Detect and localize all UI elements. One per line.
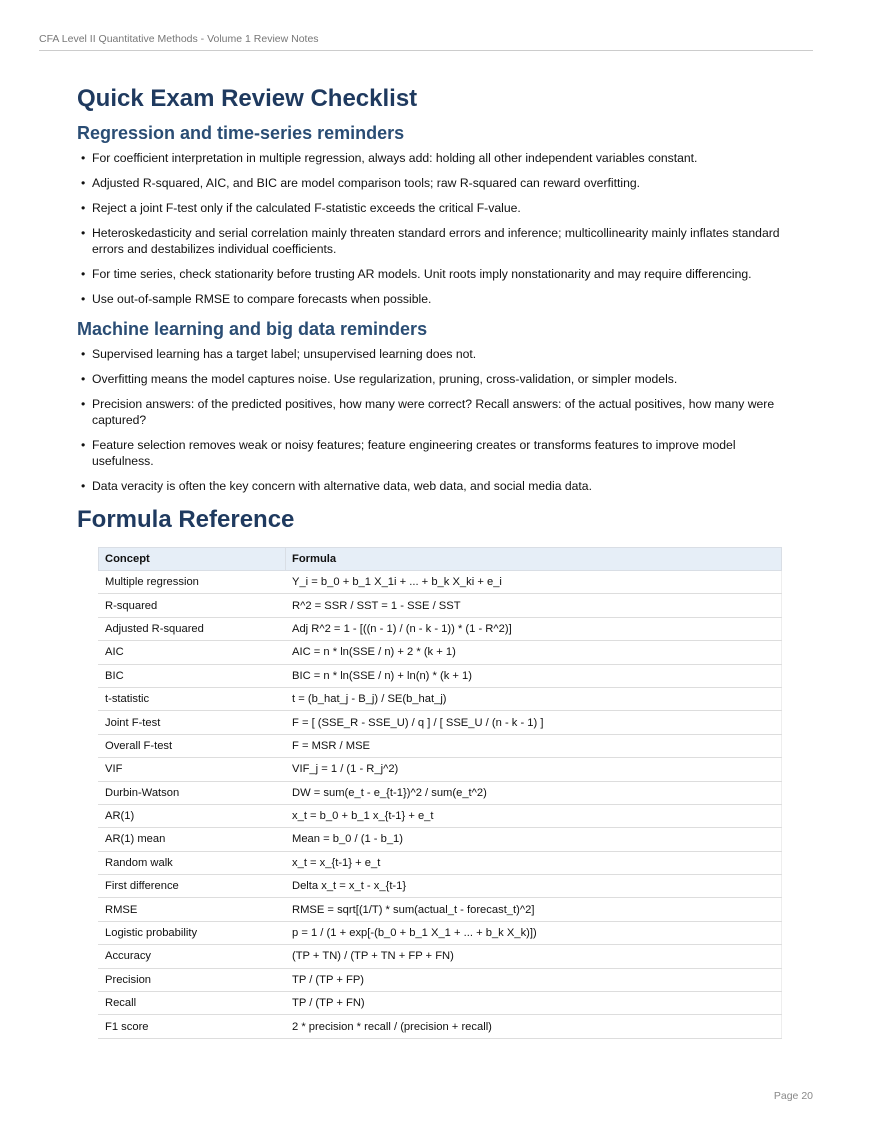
table-row: [99, 875, 782, 898]
list-item: • Use out-of-sample RMSE to compare forecasts when possible.: [78, 291, 797, 307]
concept-cell: Durbin-Watson: [99, 781, 286, 804]
column-header-formula: Formula: [286, 548, 782, 571]
concept-cell: Overall F-test: [99, 734, 286, 757]
list-item: • Supervised learning has a target label; unsupervised learning does not.: [78, 346, 797, 362]
table-row: [99, 921, 782, 944]
concept-cell: First difference: [99, 875, 286, 898]
concept-cell: Adjusted R-squared: [99, 617, 286, 640]
table-row: [99, 945, 782, 968]
concept-cell: Precision: [99, 968, 286, 991]
table-row: [99, 781, 782, 804]
concept-cell: AIC: [99, 641, 286, 664]
table-row: [99, 711, 782, 734]
concept-cell: Random walk: [99, 851, 286, 874]
formula-cell: TP / (TP + FP): [286, 968, 782, 991]
concept-cell: VIF: [99, 758, 286, 781]
formula-cell: BIC = n * ln(SSE / n) + ln(n) * (k + 1): [286, 664, 782, 687]
table-row: [99, 617, 782, 640]
list-item: • Adjusted R-squared, AIC, and BIC are model comparison tools; raw R-squared can reward overfitting.: [78, 175, 797, 191]
table-row: [99, 571, 782, 594]
formula-cell: 2 * precision * recall / (precision + recall): [286, 1015, 782, 1038]
list-item: • For coefficient interpretation in multiple regression, always add: holding all other independent variables constant.: [78, 150, 797, 166]
list-item: • Overfitting means the model captures noise. Use regularization, pruning, cross-validation, or simpler models.: [78, 371, 797, 387]
formula-cell: Mean = b_0 / (1 - b_1): [286, 828, 782, 851]
formula-cell: F = MSR / MSE: [286, 734, 782, 757]
list-item: • For time series, check stationarity before trusting AR models. Unit roots imply nonstationarity and may require differencing.: [78, 266, 797, 282]
concept-cell: Joint F-test: [99, 711, 286, 734]
concept-cell: F1 score: [99, 1015, 286, 1038]
formula-cell: RMSE = sqrt[(1/T) * sum(actual_t - forecast_t)^2]: [286, 898, 782, 921]
concept-cell: Recall: [99, 992, 286, 1015]
formula-cell: TP / (TP + FN): [286, 992, 782, 1015]
formula-cell: x_t = x_{t-1} + e_t: [286, 851, 782, 874]
concept-cell: AR(1): [99, 804, 286, 827]
checklist-title: Quick Exam Review Checklist: [77, 85, 418, 112]
concept-cell: R-squared: [99, 594, 286, 617]
list-item: • Reject a joint F-test only if the calculated F-statistic exceeds the critical F-value.: [78, 200, 797, 216]
formula-cell: (TP + TN) / (TP + TN + FP + FN): [286, 945, 782, 968]
table-row: [99, 804, 782, 827]
column-header-concept: Concept: [99, 548, 286, 571]
page-content: [77, 82, 797, 1039]
formula-cell: Delta x_t = x_t - x_{t-1}: [286, 875, 782, 898]
formula-table-body: [99, 571, 782, 1039]
formula-cell: t = (b_hat_j - B_j) / SE(b_hat_j): [286, 687, 782, 710]
formula-cell: Y_i = b_0 + b_1 X_1i + ... + b_k X_ki + e_i: [286, 571, 782, 594]
formula-cell: F = [ (SSE_R - SSE_U) / q ] / [ SSE_U / (n - k - 1) ]: [286, 711, 782, 734]
formula-cell: x_t = b_0 + b_1 x_{t-1} + e_t: [286, 804, 782, 827]
formula-cell: DW = sum(e_t - e_{t-1})^2 / sum(e_t^2): [286, 781, 782, 804]
table-row: [99, 734, 782, 757]
table-row: [99, 828, 782, 851]
table-row: [99, 898, 782, 921]
list-item: • Feature selection removes weak or noisy features; feature engineering creates or transforms features to improve model usefulness.: [78, 437, 797, 469]
table-row: [99, 968, 782, 991]
concept-cell: Logistic probability: [99, 921, 286, 944]
page-number: Page 20: [773, 1090, 813, 1102]
table-row: [99, 687, 782, 710]
ml-heading: Machine learning and big data reminders: [77, 319, 428, 339]
regression-heading: Regression and time-series reminders: [77, 123, 405, 143]
formula-cell: Adj R^2 = 1 - [((n - 1) / (n - k - 1)) * (1 - R^2)]: [286, 617, 782, 640]
formula-table: [98, 547, 782, 1039]
running-header: CFA Level II Quantitative Methods - Volume 1 Review Notes: [39, 33, 813, 51]
formula-cell: VIF_j = 1 / (1 - R_j^2): [286, 758, 782, 781]
formula-table-header-row: [99, 548, 782, 571]
table-row: [99, 594, 782, 617]
concept-cell: Accuracy: [99, 945, 286, 968]
formula-cell: R^2 = SSR / SST = 1 - SSE / SST: [286, 594, 782, 617]
table-row: [99, 851, 782, 874]
regression-reminders-list: [77, 150, 797, 307]
table-row: [99, 664, 782, 687]
concept-cell: t-statistic: [99, 687, 286, 710]
table-row: [99, 758, 782, 781]
ml-reminders-list: [77, 346, 797, 494]
table-row: [99, 1015, 782, 1038]
list-item: • Data veracity is often the key concern with alternative data, web data, and social media data.: [78, 478, 797, 494]
formula-reference-title: Formula Reference: [77, 506, 295, 533]
formula-cell: AIC = n * ln(SSE / n) + 2 * (k + 1): [286, 641, 782, 664]
concept-cell: BIC: [99, 664, 286, 687]
formula-cell: p = 1 / (1 + exp[-(b_0 + b_1 X_1 + ... + b_k X_k)]): [286, 921, 782, 944]
concept-cell: Multiple regression: [99, 571, 286, 594]
list-item: • Precision answers: of the predicted positives, how many were correct? Recall answers: of the actual positives, how many were captured?: [78, 396, 797, 428]
concept-cell: RMSE: [99, 898, 286, 921]
list-item: • Heteroskedasticity and serial correlation mainly threaten standard errors and inference; multicollinearity mainly inflates standard errors and destabilizes individual coefficients.: [78, 225, 797, 257]
table-row: [99, 641, 782, 664]
concept-cell: AR(1) mean: [99, 828, 286, 851]
table-row: [99, 992, 782, 1015]
